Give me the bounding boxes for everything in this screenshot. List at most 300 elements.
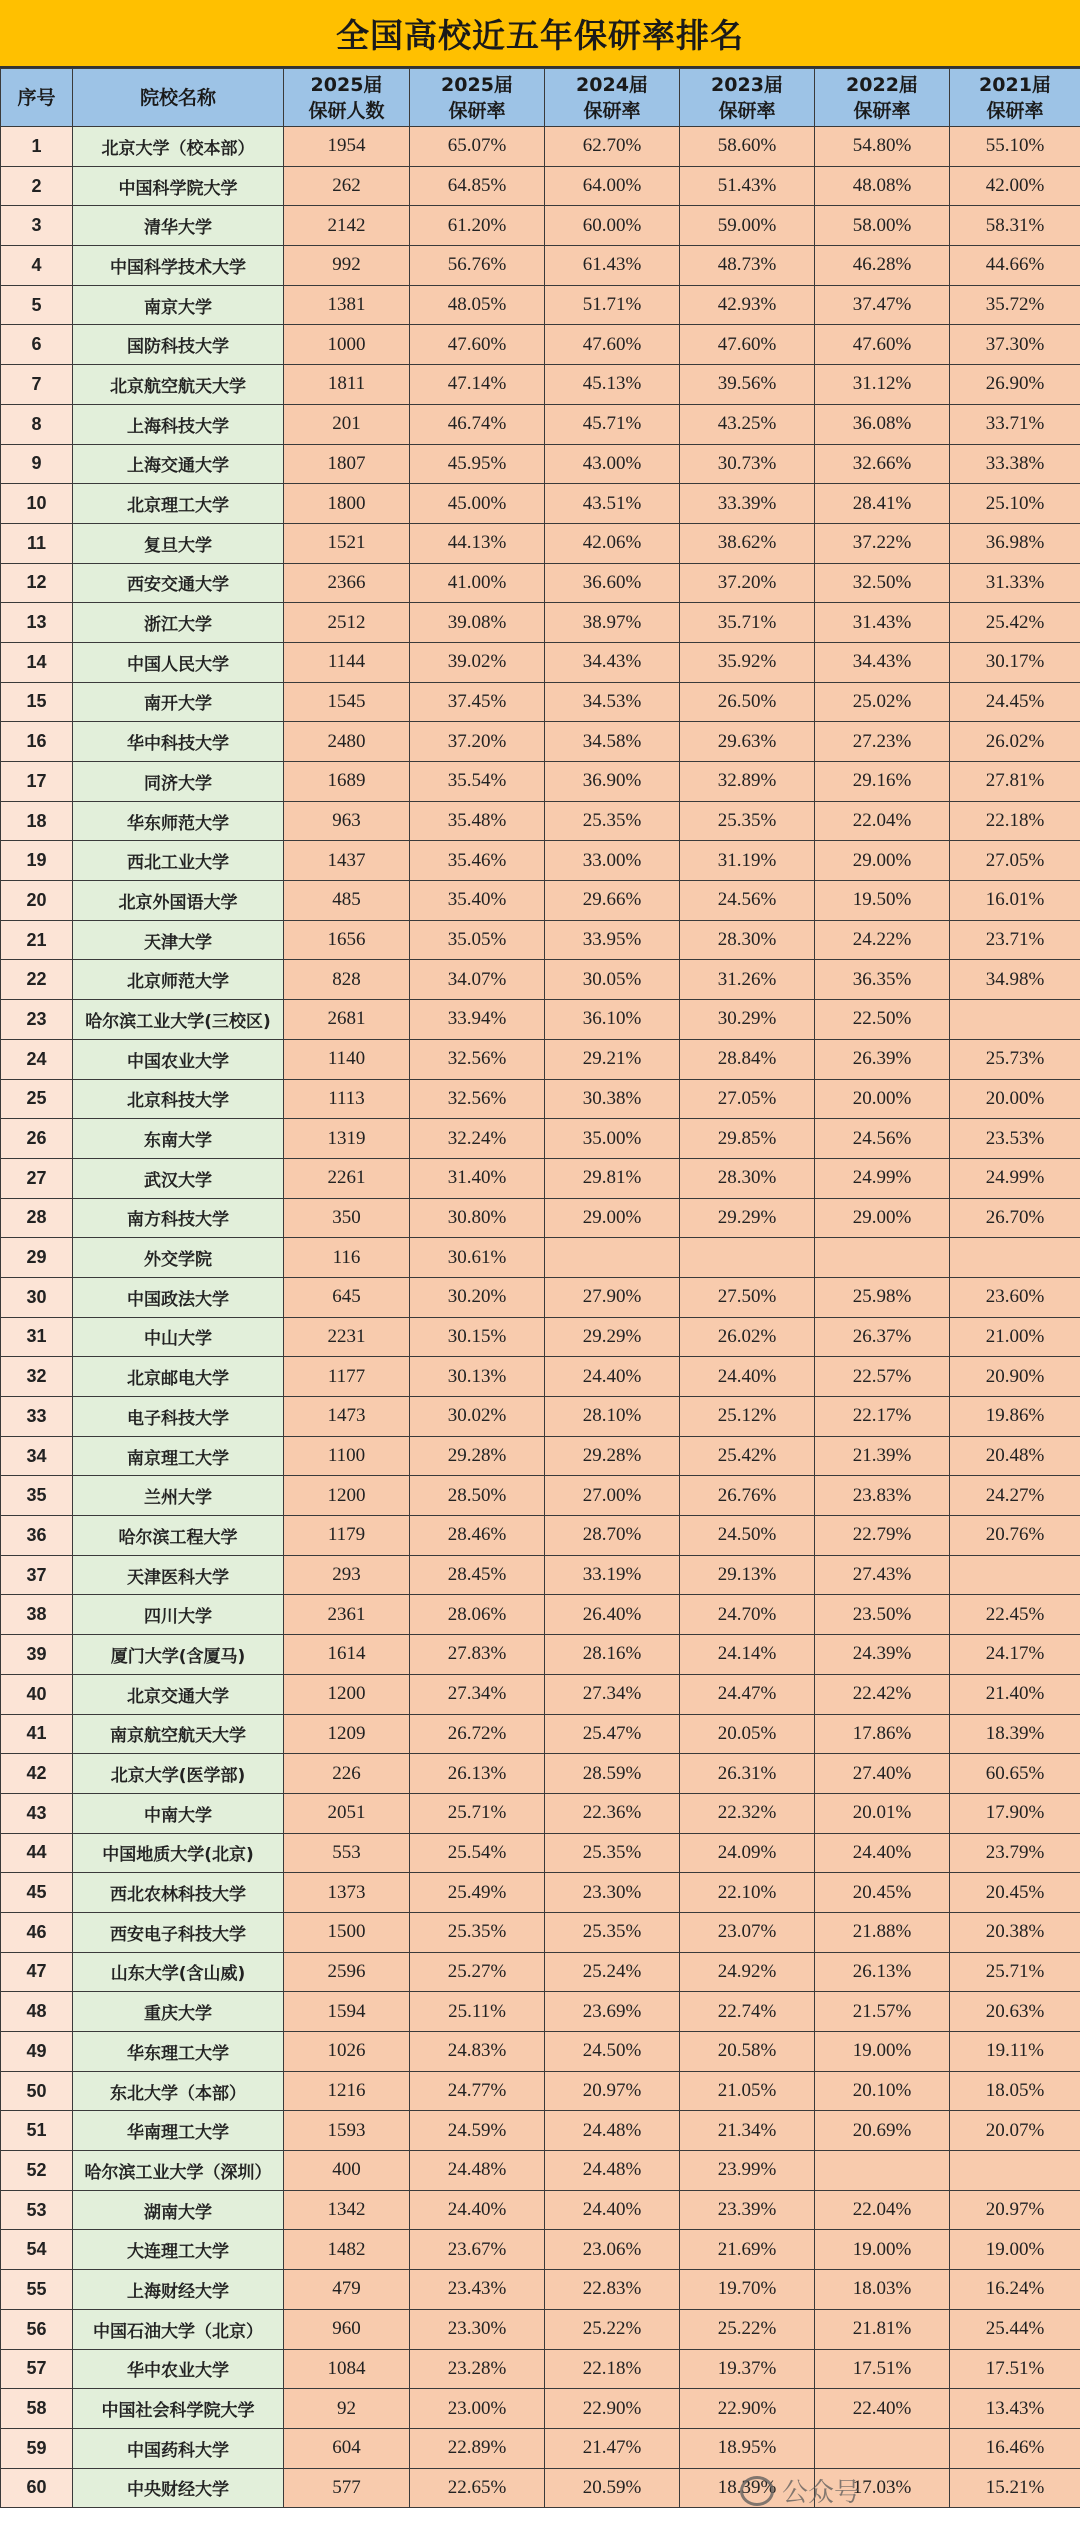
cell-rate-2024: 23.69%: [545, 1992, 680, 2032]
cell-rate-2021: 20.07%: [950, 2111, 1080, 2151]
cell-school-name: 兰州大学: [73, 1476, 284, 1516]
table-row: [1, 365, 1080, 405]
cell-count-2025: 1319: [284, 1119, 410, 1159]
cell-rate-2022: 48.08%: [815, 166, 950, 206]
table-row: [1, 1635, 1080, 1675]
cell-count-2025: 1381: [284, 285, 410, 325]
cell-rate-2023: 22.10%: [680, 1873, 815, 1913]
table-row: [1, 1912, 1080, 1952]
cell-rate-2021: 31.33%: [950, 563, 1080, 603]
cell-school-name: 南京航空航天大学: [73, 1714, 284, 1754]
cell-rank: 12: [1, 563, 73, 603]
cell-rank: 43: [1, 1793, 73, 1833]
cell-rate-2022: 27.43%: [815, 1555, 950, 1595]
cell-rank: 9: [1, 444, 73, 484]
table-row: [1, 1516, 1080, 1556]
cell-rate-2023: 22.74%: [680, 1992, 815, 2032]
cell-rate-2022: 36.35%: [815, 960, 950, 1000]
cell-rate-2024: 27.00%: [545, 1476, 680, 1516]
cell-rate-2024: 62.70%: [545, 127, 680, 167]
cell-school-name: 南京大学: [73, 285, 284, 325]
cell-rank: 46: [1, 1912, 73, 1952]
table-row: [1, 444, 1080, 484]
cell-rate-2021: 20.97%: [950, 2190, 1080, 2230]
cell-rank: 18: [1, 801, 73, 841]
cell-rate-2024: 29.81%: [545, 1158, 680, 1198]
cell-rate-2025: 34.07%: [410, 960, 545, 1000]
cell-count-2025: 1521: [284, 523, 410, 563]
cell-rate-2021: [950, 1000, 1080, 1040]
cell-rate-2022: 22.79%: [815, 1516, 950, 1556]
table-row: [1, 484, 1080, 524]
cell-rank: 2: [1, 166, 73, 206]
cell-rate-2024: 26.40%: [545, 1595, 680, 1635]
cell-rate-2025: 25.11%: [410, 1992, 545, 2032]
cell-rate-2023: 39.56%: [680, 365, 815, 405]
cell-rate-2022: 19.50%: [815, 881, 950, 921]
cell-school-name: 重庆大学: [73, 1992, 284, 2032]
table-row: [1, 325, 1080, 365]
table-row: [1, 2468, 1080, 2508]
cell-rate-2021: 33.38%: [950, 444, 1080, 484]
cell-rate-2023: 22.32%: [680, 1793, 815, 1833]
cell-count-2025: 963: [284, 801, 410, 841]
cell-rank: 50: [1, 2071, 73, 2111]
cell-rate-2022: 23.50%: [815, 1595, 950, 1635]
cell-rate-2025: 35.40%: [410, 881, 545, 921]
cell-rate-2025: 28.50%: [410, 1476, 545, 1516]
cell-rate-2023: 35.92%: [680, 642, 815, 682]
cell-school-name: 华中科技大学: [73, 722, 284, 762]
cell-rate-2023: 28.30%: [680, 1158, 815, 1198]
cell-rate-2024: 23.30%: [545, 1873, 680, 1913]
cell-rate-2025: 23.43%: [410, 2270, 545, 2310]
cell-rate-2021: 33.71%: [950, 404, 1080, 444]
table-row: [1, 1873, 1080, 1913]
cell-rate-2023: 38.62%: [680, 523, 815, 563]
cell-rate-2024: 61.43%: [545, 246, 680, 286]
cell-rate-2024: 30.38%: [545, 1079, 680, 1119]
cell-rate-2024: 34.43%: [545, 642, 680, 682]
cell-count-2025: 2261: [284, 1158, 410, 1198]
cell-count-2025: 1113: [284, 1079, 410, 1119]
cell-rate-2025: 30.02%: [410, 1397, 545, 1437]
cell-school-name: 武汉大学: [73, 1158, 284, 1198]
cell-rate-2022: 37.47%: [815, 285, 950, 325]
cell-rank: 42: [1, 1754, 73, 1794]
cell-rate-2021: 25.44%: [950, 2309, 1080, 2349]
cell-rank: 29: [1, 1238, 73, 1278]
column-header-rank: 序号: [1, 69, 73, 127]
cell-rate-2023: 23.07%: [680, 1912, 815, 1952]
ranking-table: [0, 68, 1080, 2508]
cell-school-name: 北京大学（校本部）: [73, 127, 284, 167]
table-row: [1, 2151, 1080, 2191]
cell-rate-2025: 25.71%: [410, 1793, 545, 1833]
cell-rate-2022: 22.04%: [815, 2190, 950, 2230]
cell-rate-2025: 41.00%: [410, 563, 545, 603]
cell-rate-2021: [950, 1555, 1080, 1595]
cell-count-2025: 1954: [284, 127, 410, 167]
cell-rate-2025: 56.76%: [410, 246, 545, 286]
cell-school-name: 中山大学: [73, 1317, 284, 1357]
cell-rate-2024: 25.22%: [545, 2309, 680, 2349]
cell-school-name: 大连理工大学: [73, 2230, 284, 2270]
cell-rate-2022: 17.51%: [815, 2349, 950, 2389]
cell-school-name: 上海科技大学: [73, 404, 284, 444]
table-row: [1, 2111, 1080, 2151]
cell-rate-2024: 22.18%: [545, 2349, 680, 2389]
cell-rate-2024: 36.60%: [545, 563, 680, 603]
cell-rate-2023: 37.20%: [680, 563, 815, 603]
cell-rate-2022: 26.39%: [815, 1039, 950, 1079]
cell-rate-2024: 22.90%: [545, 2389, 680, 2429]
cell-rank: 38: [1, 1595, 73, 1635]
cell-rate-2023: 58.60%: [680, 127, 815, 167]
cell-rate-2023: 26.76%: [680, 1476, 815, 1516]
cell-count-2025: 262: [284, 166, 410, 206]
cell-rank: 16: [1, 722, 73, 762]
cell-school-name: 中国药科大学: [73, 2428, 284, 2468]
cell-school-name: 中国农业大学: [73, 1039, 284, 1079]
cell-rank: 55: [1, 2270, 73, 2310]
cell-rate-2024: 22.83%: [545, 2270, 680, 2310]
cell-school-name: 西北工业大学: [73, 841, 284, 881]
cell-rate-2021: 20.90%: [950, 1357, 1080, 1397]
cell-rate-2024: 33.19%: [545, 1555, 680, 1595]
cell-count-2025: 2051: [284, 1793, 410, 1833]
cell-rate-2023: 48.73%: [680, 246, 815, 286]
cell-rate-2025: 61.20%: [410, 206, 545, 246]
cell-rate-2023: 25.42%: [680, 1436, 815, 1476]
cell-rate-2021: 25.73%: [950, 1039, 1080, 1079]
cell-rank: 26: [1, 1119, 73, 1159]
cell-rank: 34: [1, 1436, 73, 1476]
cell-rate-2021: 26.90%: [950, 365, 1080, 405]
cell-count-2025: 92: [284, 2389, 410, 2429]
cell-rate-2024: 28.10%: [545, 1397, 680, 1437]
cell-rate-2021: 26.02%: [950, 722, 1080, 762]
cell-rate-2023: 24.09%: [680, 1833, 815, 1873]
cell-school-name: 哈尔滨工业大学(三校区): [73, 1000, 284, 1040]
cell-count-2025: 1614: [284, 1635, 410, 1675]
cell-rate-2023: 27.05%: [680, 1079, 815, 1119]
cell-school-name: 中国地质大学(北京): [73, 1833, 284, 1873]
cell-rate-2023: 30.73%: [680, 444, 815, 484]
cell-rate-2022: 21.88%: [815, 1912, 950, 1952]
cell-rate-2021: 37.30%: [950, 325, 1080, 365]
cell-school-name: 华东理工大学: [73, 2032, 284, 2072]
cell-count-2025: 553: [284, 1833, 410, 1873]
table-row: [1, 2389, 1080, 2429]
cell-school-name: 华中农业大学: [73, 2349, 284, 2389]
cell-rate-2024: 36.90%: [545, 762, 680, 802]
cell-rank: 3: [1, 206, 73, 246]
cell-rank: 13: [1, 603, 73, 643]
cell-rate-2021: 24.45%: [950, 682, 1080, 722]
cell-rate-2021: 58.31%: [950, 206, 1080, 246]
cell-rate-2024: 51.71%: [545, 285, 680, 325]
cell-rate-2022: 58.00%: [815, 206, 950, 246]
cell-rate-2021: 22.18%: [950, 801, 1080, 841]
cell-rate-2021: 35.72%: [950, 285, 1080, 325]
cell-rate-2025: 47.60%: [410, 325, 545, 365]
cell-rate-2025: 47.14%: [410, 365, 545, 405]
cell-rate-2021: 27.81%: [950, 762, 1080, 802]
cell-count-2025: 2480: [284, 722, 410, 762]
column-header-rate-2025: 2025届 保研率: [410, 69, 545, 127]
cell-rate-2024: 27.90%: [545, 1277, 680, 1317]
cell-rate-2023: 24.14%: [680, 1635, 815, 1675]
cell-rank: 54: [1, 2230, 73, 2270]
cell-rate-2024: 25.47%: [545, 1714, 680, 1754]
table-row: [1, 762, 1080, 802]
cell-rate-2022: 20.01%: [815, 1793, 950, 1833]
cell-rate-2024: 33.95%: [545, 920, 680, 960]
cell-rate-2025: 35.48%: [410, 801, 545, 841]
cell-rate-2022: 31.43%: [815, 603, 950, 643]
table-row: [1, 523, 1080, 563]
cell-rate-2025: 26.13%: [410, 1754, 545, 1794]
cell-rate-2023: 30.29%: [680, 1000, 815, 1040]
table-row: [1, 1039, 1080, 1079]
cell-rate-2024: 43.00%: [545, 444, 680, 484]
cell-rate-2025: 35.54%: [410, 762, 545, 802]
table-row: [1, 1992, 1080, 2032]
cell-rate-2025: 39.02%: [410, 642, 545, 682]
cell-rate-2025: 24.40%: [410, 2190, 545, 2230]
cell-school-name: 南开大学: [73, 682, 284, 722]
cell-rate-2025: 23.67%: [410, 2230, 545, 2270]
cell-count-2025: 1342: [284, 2190, 410, 2230]
cell-rank: 27: [1, 1158, 73, 1198]
table-row: [1, 1158, 1080, 1198]
cell-rate-2022: 24.39%: [815, 1635, 950, 1675]
cell-rate-2021: 21.40%: [950, 1674, 1080, 1714]
cell-rate-2021: 24.27%: [950, 1476, 1080, 1516]
cell-count-2025: 1437: [284, 841, 410, 881]
cell-rank: 37: [1, 1555, 73, 1595]
cell-rate-2024: 60.00%: [545, 206, 680, 246]
cell-rate-2022: 22.40%: [815, 2389, 950, 2429]
cell-rate-2023: 25.12%: [680, 1397, 815, 1437]
cell-school-name: 华南理工大学: [73, 2111, 284, 2151]
cell-rate-2025: 27.83%: [410, 1635, 545, 1675]
cell-rate-2023: 27.50%: [680, 1277, 815, 1317]
table-row: [1, 603, 1080, 643]
cell-rate-2022: 24.99%: [815, 1158, 950, 1198]
table-row: [1, 166, 1080, 206]
cell-rate-2021: 30.17%: [950, 642, 1080, 682]
cell-rate-2022: 19.00%: [815, 2230, 950, 2270]
cell-rate-2024: 28.70%: [545, 1516, 680, 1556]
cell-count-2025: 1209: [284, 1714, 410, 1754]
cell-school-name: 中国石油大学（北京）: [73, 2309, 284, 2349]
cell-rate-2021: 17.51%: [950, 2349, 1080, 2389]
cell-school-name: 浙江大学: [73, 603, 284, 643]
cell-rank: 40: [1, 1674, 73, 1714]
cell-rate-2025: 26.72%: [410, 1714, 545, 1754]
cell-rate-2025: 30.13%: [410, 1357, 545, 1397]
cell-rate-2024: 42.06%: [545, 523, 680, 563]
cell-count-2025: 960: [284, 2309, 410, 2349]
cell-rate-2025: 30.15%: [410, 1317, 545, 1357]
cell-rate-2022: 20.69%: [815, 2111, 950, 2151]
cell-rate-2022: 22.57%: [815, 1357, 950, 1397]
column-header-rate-2022: 2022届 保研率: [815, 69, 950, 127]
cell-rate-2021: 27.05%: [950, 841, 1080, 881]
cell-school-name: 华东师范大学: [73, 801, 284, 841]
cell-rate-2023: 23.39%: [680, 2190, 815, 2230]
cell-rate-2024: 29.29%: [545, 1317, 680, 1357]
cell-school-name: 哈尔滨工程大学: [73, 1516, 284, 1556]
cell-rate-2021: 24.99%: [950, 1158, 1080, 1198]
cell-count-2025: 1100: [284, 1436, 410, 1476]
cell-count-2025: 577: [284, 2468, 410, 2508]
cell-rate-2022: 21.81%: [815, 2309, 950, 2349]
cell-rate-2021: 20.48%: [950, 1436, 1080, 1476]
cell-rank: 24: [1, 1039, 73, 1079]
cell-count-2025: 1084: [284, 2349, 410, 2389]
cell-count-2025: 1140: [284, 1039, 410, 1079]
cell-rank: 52: [1, 2151, 73, 2191]
cell-count-2025: 1000: [284, 325, 410, 365]
cell-rate-2024: 33.00%: [545, 841, 680, 881]
cell-rank: 45: [1, 1873, 73, 1913]
cell-rate-2024: 29.21%: [545, 1039, 680, 1079]
cell-rate-2021: 25.42%: [950, 603, 1080, 643]
cell-school-name: 上海财经大学: [73, 2270, 284, 2310]
cell-rate-2024: 28.59%: [545, 1754, 680, 1794]
cell-rate-2021: 26.70%: [950, 1198, 1080, 1238]
cell-rate-2022: 20.10%: [815, 2071, 950, 2111]
cell-rate-2022: 22.42%: [815, 1674, 950, 1714]
cell-rate-2023: 24.40%: [680, 1357, 815, 1397]
cell-count-2025: 1500: [284, 1912, 410, 1952]
cell-rate-2022: 29.00%: [815, 1198, 950, 1238]
cell-rate-2022: 26.13%: [815, 1952, 950, 1992]
cell-count-2025: 1593: [284, 2111, 410, 2151]
cell-rate-2025: 32.56%: [410, 1079, 545, 1119]
cell-school-name: 西安交通大学: [73, 563, 284, 603]
cell-rate-2025: 22.65%: [410, 2468, 545, 2508]
cell-rate-2022: 22.17%: [815, 1397, 950, 1437]
cell-rank: 5: [1, 285, 73, 325]
cell-rate-2021: 16.01%: [950, 881, 1080, 921]
cell-school-name: 中国科学技术大学: [73, 246, 284, 286]
cell-rank: 4: [1, 246, 73, 286]
cell-rank: 6: [1, 325, 73, 365]
cell-rate-2024: 25.24%: [545, 1952, 680, 1992]
cell-school-name: 复旦大学: [73, 523, 284, 563]
cell-rate-2024: 20.97%: [545, 2071, 680, 2111]
table-row: [1, 2428, 1080, 2468]
cell-rate-2022: 23.83%: [815, 1476, 950, 1516]
cell-school-name: 中国科学院大学: [73, 166, 284, 206]
cell-count-2025: 1026: [284, 2032, 410, 2072]
cell-rate-2022: 46.28%: [815, 246, 950, 286]
cell-rate-2021: 20.38%: [950, 1912, 1080, 1952]
cell-rate-2025: 23.28%: [410, 2349, 545, 2389]
cell-rate-2021: 22.45%: [950, 1595, 1080, 1635]
cell-rate-2021: 36.98%: [950, 523, 1080, 563]
cell-school-name: 上海交通大学: [73, 444, 284, 484]
table-row: [1, 1238, 1080, 1278]
cell-rate-2023: 51.43%: [680, 166, 815, 206]
table-row: [1, 1198, 1080, 1238]
cell-count-2025: 485: [284, 881, 410, 921]
table-row: [1, 1079, 1080, 1119]
cell-rate-2023: 23.99%: [680, 2151, 815, 2191]
cell-school-name: 中国政法大学: [73, 1277, 284, 1317]
cell-school-name: 西安电子科技大学: [73, 1912, 284, 1952]
cell-rate-2025: 65.07%: [410, 127, 545, 167]
cell-rate-2024: 29.28%: [545, 1436, 680, 1476]
cell-rate-2024: 64.00%: [545, 166, 680, 206]
cell-rate-2023: 20.05%: [680, 1714, 815, 1754]
cell-rate-2025: 32.24%: [410, 1119, 545, 1159]
table-row: [1, 1317, 1080, 1357]
cell-rate-2024: 20.59%: [545, 2468, 680, 2508]
cell-school-name: 中国社会科学院大学: [73, 2389, 284, 2429]
table-row: [1, 2190, 1080, 2230]
cell-rate-2023: 18.95%: [680, 2428, 815, 2468]
cell-rank: 56: [1, 2309, 73, 2349]
cell-count-2025: 1177: [284, 1357, 410, 1397]
cell-school-name: 北京师范大学: [73, 960, 284, 1000]
table-row: [1, 1357, 1080, 1397]
table-row: [1, 2032, 1080, 2072]
cell-rate-2023: 33.39%: [680, 484, 815, 524]
cell-school-name: 北京外国语大学: [73, 881, 284, 921]
cell-rate-2025: 33.94%: [410, 1000, 545, 1040]
cell-rate-2022: 21.57%: [815, 1992, 950, 2032]
cell-rate-2024: 43.51%: [545, 484, 680, 524]
table-row: [1, 1277, 1080, 1317]
cell-count-2025: 1473: [284, 1397, 410, 1437]
cell-rate-2025: 48.05%: [410, 285, 545, 325]
cell-rate-2022: 26.37%: [815, 1317, 950, 1357]
cell-rate-2024: 21.47%: [545, 2428, 680, 2468]
cell-rate-2021: 15.21%: [950, 2468, 1080, 2508]
table-row: [1, 2309, 1080, 2349]
cell-rank: 48: [1, 1992, 73, 2032]
table-row: [1, 1000, 1080, 1040]
cell-rate-2024: 23.06%: [545, 2230, 680, 2270]
cell-count-2025: 400: [284, 2151, 410, 2191]
cell-rate-2023: 29.29%: [680, 1198, 815, 1238]
cell-rate-2022: [815, 2428, 950, 2468]
cell-rate-2021: 19.86%: [950, 1397, 1080, 1437]
cell-count-2025: 1656: [284, 920, 410, 960]
cell-rate-2021: 23.71%: [950, 920, 1080, 960]
cell-count-2025: 1800: [284, 484, 410, 524]
cell-rate-2021: 21.00%: [950, 1317, 1080, 1357]
cell-rank: 7: [1, 365, 73, 405]
cell-rate-2025: 30.20%: [410, 1277, 545, 1317]
cell-rank: 39: [1, 1635, 73, 1675]
table-row: [1, 1754, 1080, 1794]
cell-count-2025: 1594: [284, 1992, 410, 2032]
cell-rate-2021: 20.45%: [950, 1873, 1080, 1913]
table-row: [1, 127, 1080, 167]
cell-rate-2021: [950, 2151, 1080, 2191]
table-row: [1, 801, 1080, 841]
cell-rate-2022: 27.23%: [815, 722, 950, 762]
cell-school-name: 北京交通大学: [73, 1674, 284, 1714]
cell-rate-2023: 26.50%: [680, 682, 815, 722]
cell-rate-2022: 24.40%: [815, 1833, 950, 1873]
